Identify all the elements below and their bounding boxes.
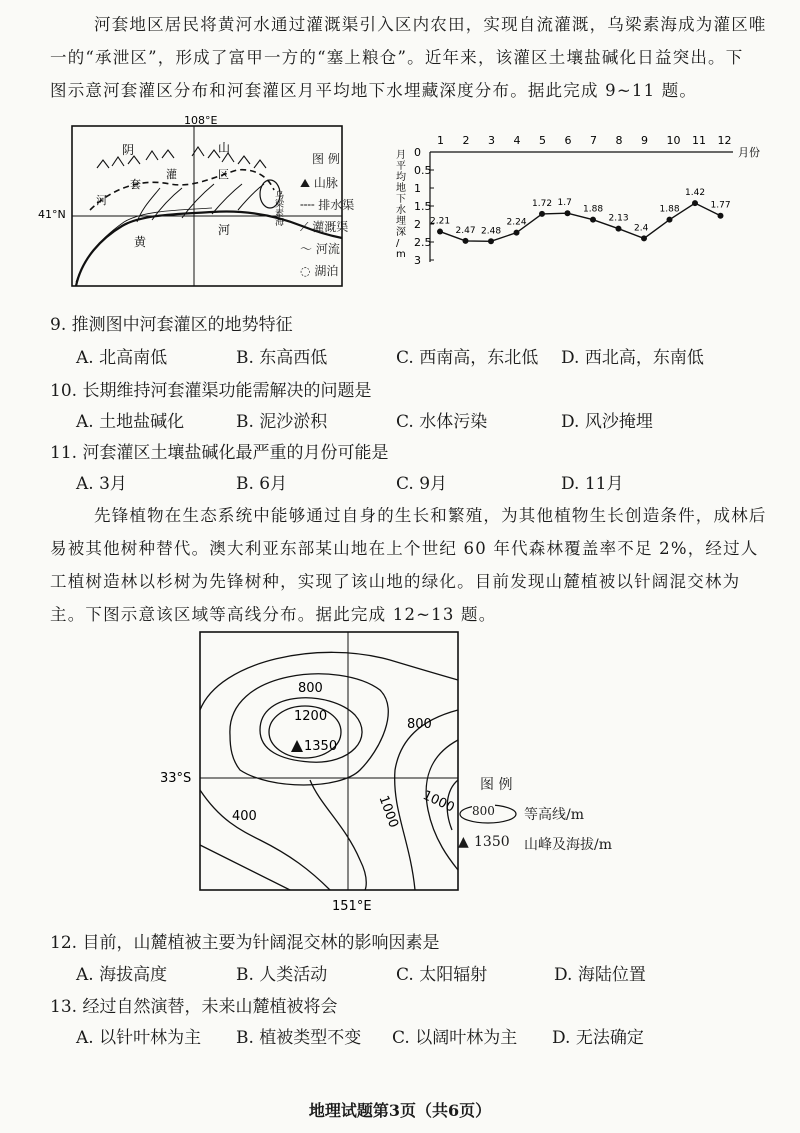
q13-option-d[interactable]: D. 无法确定: [552, 1028, 644, 1048]
passage-1-line-1: 河套地区居民将黄河水通过灌溉渠引入区内农田，实现自流灌溉，乌梁素海成为灌区唯: [94, 15, 767, 34]
q10-option-a[interactable]: A. 土地盐碱化: [76, 412, 185, 432]
data-point: [667, 217, 673, 223]
peak-elevation: 1350: [304, 739, 338, 754]
longitude-label: 151°E: [332, 899, 372, 914]
x-tick-label: 4: [513, 134, 521, 147]
contour-label-800-b: 800: [407, 717, 432, 732]
q10-option-d[interactable]: D. 风沙掩埋: [561, 412, 653, 432]
y-tick-label: 0: [414, 146, 421, 159]
legend-irrigation: 灌溉渠: [312, 220, 349, 234]
x-tick-label: 5: [539, 134, 546, 147]
data-point: [514, 230, 520, 236]
data-label: 1.72: [532, 198, 553, 209]
data-label: 2.24: [506, 217, 527, 228]
contour-label-1200: 1200: [294, 709, 328, 724]
legend-mountain: 山脉: [313, 176, 338, 190]
q11-option-a[interactable]: A. 3月: [76, 474, 127, 494]
latitude-label: 33°S: [160, 771, 192, 786]
data-point: [692, 200, 698, 206]
lake-icon: ◌: [300, 264, 311, 278]
q11-option-d[interactable]: D. 11月: [561, 474, 624, 494]
data-label: 1.88: [583, 204, 604, 215]
q12-stem: 12. 目前，山麓植被主要为针阔混交林的影响因素是: [50, 933, 440, 953]
x-tick-label: 6: [564, 134, 572, 147]
map1-canal-label-1: 河: [96, 194, 107, 207]
data-point: [488, 238, 494, 244]
svg-text:m: m: [396, 249, 406, 260]
dashed-line-icon: ╌╌: [300, 198, 315, 212]
q10-option-c[interactable]: C. 水体污染: [396, 412, 488, 432]
contour-label-1000-a: 1000: [375, 793, 401, 830]
q12-option-d[interactable]: D. 海陆位置: [554, 965, 646, 985]
q10-option-b[interactable]: B. 泥沙淤积: [236, 412, 328, 432]
contour-lines: [200, 652, 458, 890]
data-label: 1.42: [685, 188, 706, 199]
svg-text:深: 深: [396, 227, 406, 238]
passage-1: [50, 8, 770, 107]
y-tick-label: 3: [414, 254, 421, 267]
q9-stem: 9. 推测图中河套灌区的地势特征: [50, 315, 293, 335]
data-label: 1.77: [710, 200, 731, 211]
svg-text:均: 均: [396, 172, 406, 183]
passage-1-line-3: 图示意河套灌区分布和河套灌区月平均地下水埋藏深度分布。据此完成 9~11 题。: [50, 81, 698, 100]
data-point: [437, 229, 443, 235]
map1-river-label-1: 黄: [134, 235, 147, 249]
data-point: [718, 213, 724, 219]
svg-text:地: 地: [396, 183, 406, 194]
x-tick-label: 10: [666, 134, 681, 147]
mountain-icon: ⛰: [300, 176, 311, 190]
q11-stem: 11. 河套灌区土壤盐碱化最严重的月份可能是: [50, 443, 389, 463]
passage-2-line-2: 易被其他树种替代。澳大利亚东部某山地在上个世纪 60 年代森林覆盖率不足 2%，经过人: [50, 539, 759, 558]
q12-option-a[interactable]: A. 海拔高度: [76, 965, 168, 985]
x-tick-label: 11: [692, 134, 706, 147]
map1-canal-label-3: 灌: [166, 168, 177, 181]
q13-option-a[interactable]: A. 以针叶林为主: [76, 1028, 202, 1048]
legend-contour-text: 等高线/m: [524, 807, 584, 823]
map1-canal-label-2: 套: [130, 178, 141, 191]
data-point: [463, 238, 469, 244]
map1-lake-label: 乌梁素海: [273, 190, 283, 226]
drainage-canal: [90, 170, 274, 210]
svg-text:水: 水: [396, 205, 406, 216]
map1-mountain-label-1: 阴: [122, 143, 135, 157]
map1-lat-label: 41°N: [38, 208, 66, 221]
y-tick-label: 0.5: [414, 164, 432, 177]
contour-legend-title: 图 例: [480, 777, 513, 793]
y-tick-label: 2.5: [414, 236, 432, 249]
contour-label-800-a: 800: [298, 681, 323, 696]
canal-icon: ⟋: [300, 220, 309, 234]
data-point: [616, 226, 622, 232]
page-footer: 地理试题第3页（共6页）: [308, 1101, 492, 1120]
map1-mountain-label-2: 山: [218, 141, 231, 155]
data-label: 2.48: [481, 226, 502, 237]
q9-option-d[interactable]: D. 西北高，东南低: [561, 348, 704, 368]
data-point: [641, 235, 647, 241]
contour-map: [160, 630, 480, 924]
data-label: 2.13: [608, 213, 629, 224]
x-tick-label: 3: [488, 134, 495, 147]
q11-option-b[interactable]: B. 6月: [236, 474, 288, 494]
svg-text:埋: 埋: [396, 216, 406, 227]
q9-option-b[interactable]: B. 东高西低: [236, 348, 328, 368]
passage-1-line-2: 一的“承泄区”，形成了富甲一方的“塞上粮仓”。近年来，该灌区土壤盐碱化日益突出。下: [50, 48, 744, 67]
x-tick-label: 1: [437, 134, 444, 147]
q13-option-b[interactable]: B. 植被类型不变: [236, 1028, 362, 1048]
data-label: 1.7: [557, 198, 572, 209]
peak-triangle-icon: [291, 740, 303, 752]
data-label: 1.88: [659, 204, 680, 215]
map1-lon-label: 108°E: [184, 114, 218, 127]
q12-option-b[interactable]: B. 人类活动: [236, 965, 328, 985]
y-tick-label: 1.5: [414, 200, 432, 213]
q13-option-c[interactable]: C. 以阔叶林为主: [392, 1028, 518, 1048]
data-point: [539, 211, 545, 217]
svg-text:/: /: [396, 238, 400, 249]
chart-y-axis-title: [396, 149, 406, 260]
q10-stem: 10. 长期维持河套灌渠功能需解决的问题是: [50, 381, 372, 401]
map1-canal-label-4: 区: [218, 168, 229, 181]
legend-contour-value: 800: [472, 804, 495, 818]
q12-option-c[interactable]: C. 太阳辐射: [396, 965, 488, 985]
q11-option-c[interactable]: C. 9月: [396, 474, 448, 494]
peak-icon: ▲: [458, 834, 469, 850]
data-label: 2.21: [430, 216, 451, 227]
x-tick-label: 8: [615, 134, 623, 147]
x-tick-label: 7: [590, 134, 597, 147]
svg-text:月: 月: [396, 150, 406, 161]
x-tick-label: 12: [717, 134, 732, 147]
data-label: 2.4: [634, 223, 649, 234]
chart-x-axis-title: 月份: [738, 146, 760, 159]
q9-option-a[interactable]: A. 北高南低: [76, 348, 168, 368]
map1-legend-title: 图 例: [312, 152, 340, 166]
legend-peak-value: 1350: [474, 834, 510, 850]
legend-peak-text: 山峰及海拔/m: [524, 837, 612, 853]
legend-river: 河流: [315, 242, 340, 256]
legend-lake: 湖泊: [314, 264, 339, 278]
svg-text:平: 平: [396, 161, 406, 172]
data-point: [565, 210, 571, 216]
passage-2-line-3: 工植树造林以杉树为先锋树种，实现了该山地的绿化。目前发现山麓植被以针阔混交林为: [50, 572, 741, 591]
svg-text:下: 下: [396, 194, 406, 205]
map1-river-label-2: 河: [218, 223, 231, 237]
y-tick-label: 1: [414, 182, 421, 195]
data-label: 2.47: [455, 225, 476, 236]
passage-2-line-1: 先锋植物在生态系统中能够通过自身的生长和繁殖，为其他植物生长创造条件，成林后: [94, 506, 767, 525]
q13-stem: 13. 经过自然演替，未来山麓植被将会: [50, 997, 338, 1017]
legend-drainage: 排水渠: [318, 198, 355, 212]
y-tick-label: 2: [414, 218, 421, 231]
contour-label-400: 400: [232, 809, 257, 824]
x-tick-label: 2: [462, 134, 470, 147]
q9-option-c[interactable]: C. 西南高，东北低: [396, 348, 539, 368]
river-icon: 〜: [300, 242, 313, 256]
x-tick-label: 9: [641, 134, 648, 147]
passage-2: [50, 499, 770, 631]
contour-label-1000-b: 1000: [420, 788, 457, 816]
groundwater-depth-chart: [388, 128, 783, 282]
passage-2-line-4: 主。下图示意该区域等高线分布。据此完成 12~13 题。: [50, 605, 497, 624]
data-point: [590, 217, 596, 223]
